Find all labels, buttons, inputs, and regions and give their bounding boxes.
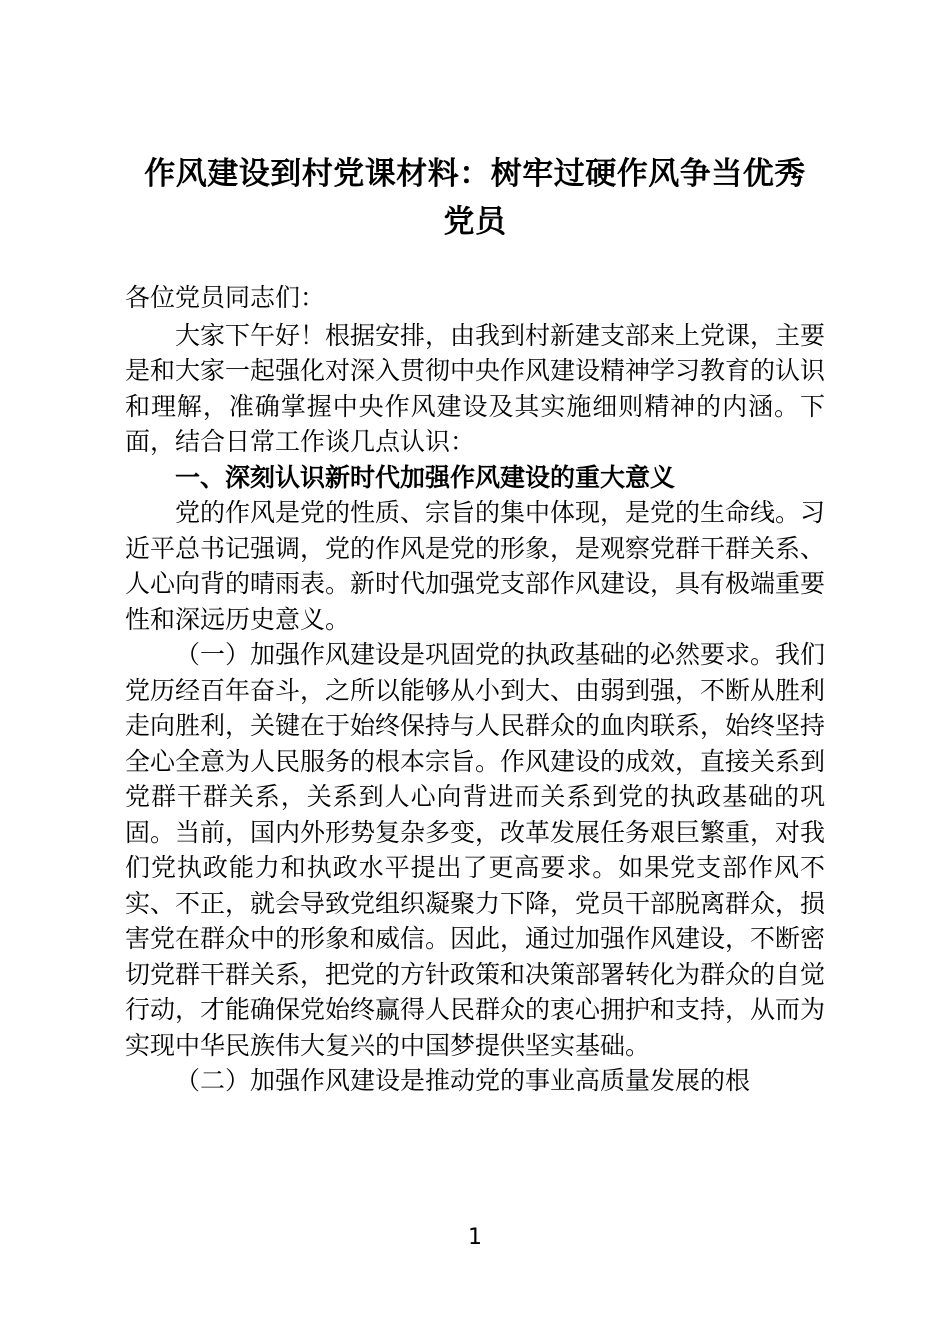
paragraph-section-1-2: （二）加强作风建设是推动党的事业高质量发展的根	[175, 1066, 751, 1096]
section-heading-1: 一、深刻认识新时代加强作风建设的重大意义	[175, 462, 676, 492]
salutation: 各位党员同志们：	[125, 283, 326, 313]
page-title: 作风建设到村党课材料：树牢过硬作风争当优秀党员	[144, 156, 806, 241]
page-number: 1	[468, 1225, 482, 1250]
paragraph-section-1-body: 党的作风是党的性质、宗旨的集中体现，是党的生命线。习近平总书记强调，党的作风是党的形象，是观察党群干群关系、人心向背的晴雨表。新时代加强党支部作风建设，具有极端重要性和深远历史意义。	[125, 498, 826, 634]
paragraph-intro: 大家下午好！根据安排，由我到村新建支部来上党课，主要是和大家一起强化对深入贯彻中央作风建设精神学习教育的认识和理解，准确掌握中央作风建设及其实施细则精神的内涵。下面，结合日常工作谈几点认识：	[125, 320, 826, 457]
paragraph-section-1-1: （一）加强作风建设是巩固党的执政基础的必然要求。我们党历经百年奋斗，之所以能够从小到大、由弱到强，不断从胜利走向胜利，关键在于始终保持与人民群众的血肉联系，始终坚持全心全意为人民服务的根本宗旨。作风建设的成效，直接关系到党群干群关系，关系到人心向背进而关系到党的执政基础的巩固。当前，国内外形势复杂多变，改革发展任务艰巨繁重，对我们党执政能力和执政水平提出了更高要求。如果党支部作风不实、不正，就会导致党组织凝聚力下降，党员干部脱离群众，损害党在群众中的形象和威信。因此，通过加强作风建设，不断密切党群干群关系，把党的方针政策和决策部署转化为群众的自觉行动，才能确保党始终赢得人民群众的衷心拥护和支持，从而为实现中华民族伟大复兴的中国梦提供坚实基础。	[125, 640, 826, 1060]
